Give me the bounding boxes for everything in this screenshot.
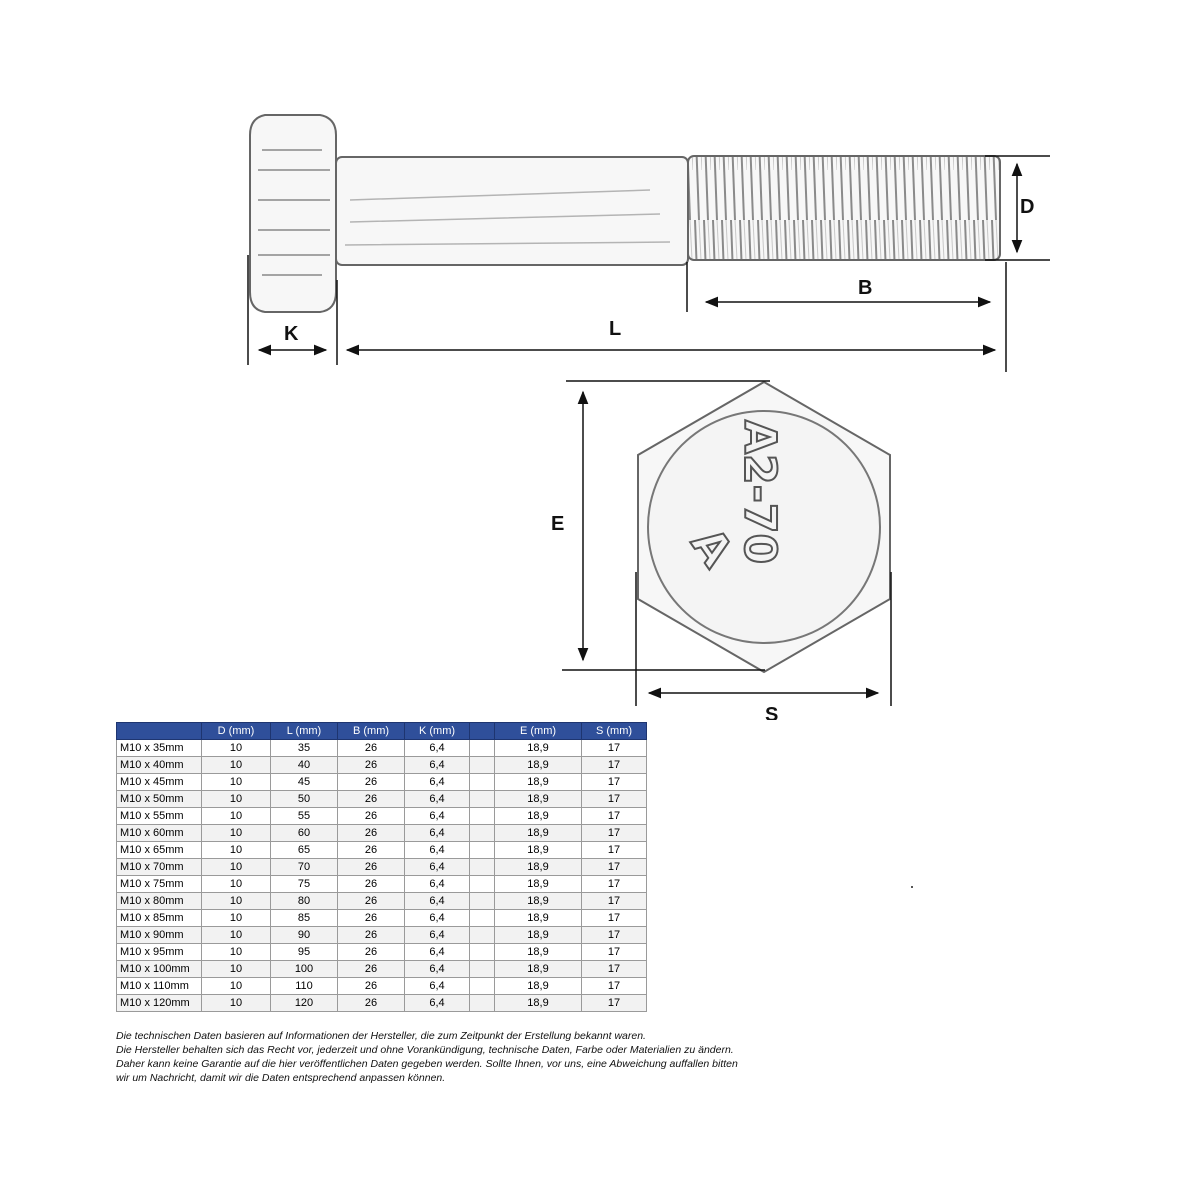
table-cell: 17 <box>582 825 647 842</box>
row-size-label: M10 x 120mm <box>117 995 202 1012</box>
table-cell: 26 <box>338 774 405 791</box>
table-cell: 17 <box>582 876 647 893</box>
label-e: E <box>551 513 565 535</box>
column-header: S (mm) <box>582 723 647 740</box>
table-cell: 6,4 <box>405 825 470 842</box>
table-cell: 120 <box>271 995 338 1012</box>
table-cell: 18,9 <box>495 757 582 774</box>
table-cell: 17 <box>582 791 647 808</box>
table-cell: 6,4 <box>405 842 470 859</box>
table-row <box>117 825 647 842</box>
table-row <box>117 774 647 791</box>
stray-dot <box>911 886 913 888</box>
column-header <box>470 723 495 740</box>
table-row <box>117 961 647 978</box>
table-cell: 6,4 <box>405 927 470 944</box>
label-l: L <box>609 318 622 340</box>
table-cell: 26 <box>338 927 405 944</box>
bolt-shank <box>336 157 688 265</box>
table-cell: 18,9 <box>495 774 582 791</box>
table-cell: 18,9 <box>495 995 582 1012</box>
column-header <box>117 723 202 740</box>
bolt-side-view <box>250 115 1000 312</box>
table-row <box>117 927 647 944</box>
table-cell: 10 <box>202 893 271 910</box>
table-cell: 6,4 <box>405 876 470 893</box>
table-cell: 35 <box>271 740 338 757</box>
table-cell: 10 <box>202 944 271 961</box>
table-cell: 100 <box>271 961 338 978</box>
table-cell: 10 <box>202 910 271 927</box>
table-cell: 10 <box>202 808 271 825</box>
table-cell: 18,9 <box>495 961 582 978</box>
table-cell: 65 <box>271 842 338 859</box>
table-cell: 80 <box>271 893 338 910</box>
table-row <box>117 791 647 808</box>
table-cell <box>470 825 495 842</box>
head-marking-manufacturer: A <box>680 519 743 577</box>
table-row <box>117 910 647 927</box>
bolt-thread <box>688 156 1000 260</box>
table-cell: 6,4 <box>405 808 470 825</box>
table-cell <box>470 791 495 808</box>
table-cell: 18,9 <box>495 740 582 757</box>
table-row <box>117 842 647 859</box>
table-cell: 18,9 <box>495 842 582 859</box>
row-size-label: M10 x 60mm <box>117 825 202 842</box>
table-cell: 95 <box>271 944 338 961</box>
row-size-label: M10 x 65mm <box>117 842 202 859</box>
table-cell: 40 <box>271 757 338 774</box>
row-size-label: M10 x 95mm <box>117 944 202 961</box>
table-cell: 60 <box>271 825 338 842</box>
table-cell <box>470 757 495 774</box>
row-size-label: M10 x 45mm <box>117 774 202 791</box>
table-cell <box>470 995 495 1012</box>
table-row <box>117 859 647 876</box>
table-body <box>117 740 647 1012</box>
table-cell: 6,4 <box>405 910 470 927</box>
table-row <box>117 893 647 910</box>
table-cell: 26 <box>338 944 405 961</box>
row-size-label: M10 x 100mm <box>117 961 202 978</box>
label-k: K <box>284 323 299 345</box>
table-cell: 6,4 <box>405 757 470 774</box>
table-cell: 10 <box>202 859 271 876</box>
row-size-label: M10 x 40mm <box>117 757 202 774</box>
table-cell: 50 <box>271 791 338 808</box>
table-cell: 26 <box>338 859 405 876</box>
table-row <box>117 757 647 774</box>
column-header: D (mm) <box>202 723 271 740</box>
row-size-label: M10 x 90mm <box>117 927 202 944</box>
table-cell: 18,9 <box>495 808 582 825</box>
table-cell: 17 <box>582 927 647 944</box>
table-cell: 45 <box>271 774 338 791</box>
table-row <box>117 740 647 757</box>
disclaimer-line: Die technischen Daten basieren auf Informationen der Hersteller, die zum Zeitpunkt der Erstellung bekannt waren. <box>116 1030 646 1042</box>
table-cell: 6,4 <box>405 995 470 1012</box>
row-size-label: M10 x 35mm <box>117 740 202 757</box>
table-cell: 10 <box>202 927 271 944</box>
table-cell <box>470 910 495 927</box>
table-row <box>117 808 647 825</box>
table-cell: 26 <box>338 842 405 859</box>
table-cell: 18,9 <box>495 910 582 927</box>
table-cell: 18,9 <box>495 859 582 876</box>
table-cell <box>470 842 495 859</box>
table-cell: 10 <box>202 740 271 757</box>
table-cell <box>470 893 495 910</box>
label-d: D <box>1020 196 1035 218</box>
table-cell: 26 <box>338 910 405 927</box>
table-cell: 17 <box>582 757 647 774</box>
table-cell <box>470 876 495 893</box>
table-cell: 10 <box>202 757 271 774</box>
table-cell: 6,4 <box>405 893 470 910</box>
table-cell: 26 <box>338 978 405 995</box>
table-cell: 10 <box>202 961 271 978</box>
table-cell: 6,4 <box>405 859 470 876</box>
table-cell: 17 <box>582 910 647 927</box>
table-cell: 17 <box>582 944 647 961</box>
label-s: S <box>765 704 779 720</box>
table-cell: 6,4 <box>405 774 470 791</box>
table-cell: 10 <box>202 791 271 808</box>
table-cell <box>470 774 495 791</box>
head-marking-grade: A2-70 <box>734 420 785 565</box>
table-cell: 75 <box>271 876 338 893</box>
table-cell: 110 <box>271 978 338 995</box>
table-cell: 17 <box>582 808 647 825</box>
table-cell: 18,9 <box>495 944 582 961</box>
row-size-label: M10 x 110mm <box>117 978 202 995</box>
column-header: B (mm) <box>338 723 405 740</box>
table-cell: 10 <box>202 995 271 1012</box>
disclaimer-line: Daher kann keine Garantie auf die hier veröffentlichen Daten gegeben werden. Sollte Ihnen, vor uns, eine Abweichung auffallen bitten <box>116 1058 738 1070</box>
column-header: K (mm) <box>405 723 470 740</box>
table-cell: 10 <box>202 842 271 859</box>
table-cell: 17 <box>582 978 647 995</box>
table-cell: 6,4 <box>405 961 470 978</box>
table-header-row <box>117 723 647 740</box>
table-cell: 26 <box>338 995 405 1012</box>
label-b: B <box>858 277 873 299</box>
table-cell: 26 <box>338 876 405 893</box>
row-size-label: M10 x 70mm <box>117 859 202 876</box>
row-size-label: M10 x 55mm <box>117 808 202 825</box>
table-cell: 18,9 <box>495 876 582 893</box>
table-cell: 18,9 <box>495 791 582 808</box>
table-cell: 17 <box>582 893 647 910</box>
table-cell: 26 <box>338 893 405 910</box>
table-cell: 26 <box>338 825 405 842</box>
table-cell <box>470 944 495 961</box>
table-cell: 6,4 <box>405 944 470 961</box>
table-cell <box>470 740 495 757</box>
column-header: E (mm) <box>495 723 582 740</box>
table-cell <box>470 808 495 825</box>
table-row <box>117 876 647 893</box>
table-cell: 17 <box>582 740 647 757</box>
table-cell: 18,9 <box>495 825 582 842</box>
table-cell: 18,9 <box>495 927 582 944</box>
table-cell: 90 <box>271 927 338 944</box>
table-cell: 10 <box>202 876 271 893</box>
bolt-head-top-view <box>638 382 890 672</box>
row-size-label: M10 x 75mm <box>117 876 202 893</box>
table-cell: 6,4 <box>405 791 470 808</box>
table-cell <box>470 961 495 978</box>
bolt-head <box>250 115 336 312</box>
disclaimer-line: wir um Nachricht, damit wir die Daten entsprechend anpassen können. <box>116 1072 446 1084</box>
table-cell: 26 <box>338 740 405 757</box>
dimensions-table <box>116 722 647 1012</box>
table-cell: 17 <box>582 961 647 978</box>
row-size-label: M10 x 85mm <box>117 910 202 927</box>
table-cell <box>470 927 495 944</box>
disclaimer-line: Die Hersteller behalten sich das Recht vor, jederzeit und ohne Vorankündigung, technische Daten, Farbe oder Materialien zu ändern. <box>116 1044 734 1056</box>
table-row <box>117 944 647 961</box>
table-cell: 10 <box>202 825 271 842</box>
table-cell: 6,4 <box>405 740 470 757</box>
table-cell: 55 <box>271 808 338 825</box>
table-cell: 26 <box>338 791 405 808</box>
table-cell: 18,9 <box>495 978 582 995</box>
table-row <box>117 995 647 1012</box>
disclaimer <box>116 1029 816 1085</box>
table-cell: 10 <box>202 774 271 791</box>
table-cell <box>470 978 495 995</box>
table-cell: 10 <box>202 978 271 995</box>
table-cell: 26 <box>338 757 405 774</box>
table-cell: 26 <box>338 961 405 978</box>
table-cell: 26 <box>338 808 405 825</box>
row-size-label: M10 x 80mm <box>117 893 202 910</box>
table-cell: 85 <box>271 910 338 927</box>
table-cell: 17 <box>582 859 647 876</box>
table-cell: 17 <box>582 995 647 1012</box>
table-row <box>117 978 647 995</box>
table-cell: 70 <box>271 859 338 876</box>
column-header: L (mm) <box>271 723 338 740</box>
table-cell: 18,9 <box>495 893 582 910</box>
row-size-label: M10 x 50mm <box>117 791 202 808</box>
table-cell: 17 <box>582 842 647 859</box>
table-cell <box>470 859 495 876</box>
table-cell: 17 <box>582 774 647 791</box>
table-cell: 6,4 <box>405 978 470 995</box>
